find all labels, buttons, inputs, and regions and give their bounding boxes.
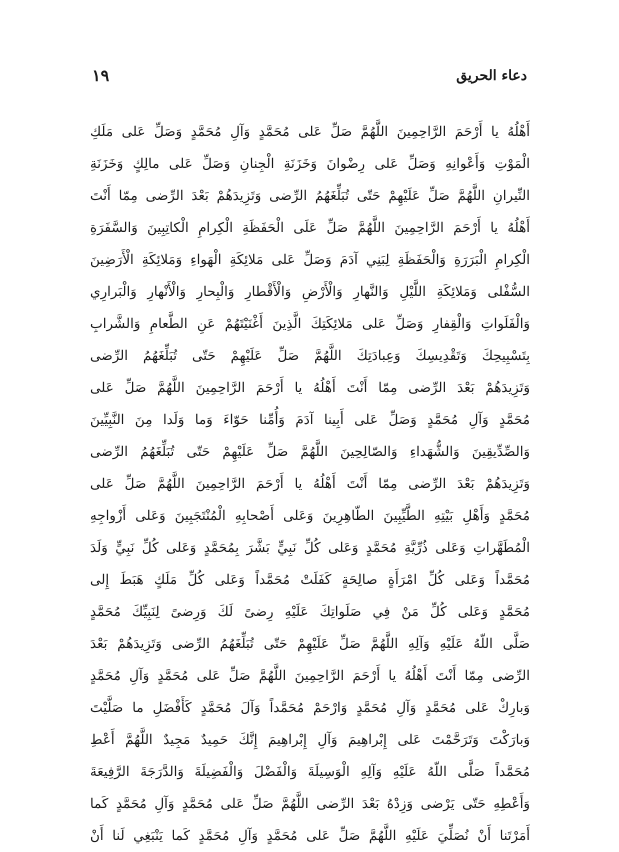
text-line: الْكِرامِ الْبَرَرَةِ وَالْحَفَظَةِ لِبَنِي آدَمَ وَصَلِّ عَلى مَلائِكَةِ الْهَواءِ وَمَلائِكَةِ الْأَرَضِينَ	[90, 252, 530, 268]
text-line: الرِّضى مِمّا أَنْتَ أَهْلُهُ يا أَرْحَمَ الرَّاحِمِينَ اللَّهُمَّ صَلِّ عَلى مُحَمَّدٍ وَآلِ مُحَمَّدٍ	[90, 668, 530, 684]
page-header	[92, 64, 527, 90]
text-line: النِّيرانِ اللَّهُمَّ صَلِّ عَلَيْهِمْ حَتّى تُبَلِّغَهُمُ الرِّضى وَتَزِيدَهُمْ بَعْدَ الرِّضى مِمّا أَنْتَ	[90, 188, 530, 204]
text-line: وَالْفَلَواتِ وَالْقِفارِ وَصَلِّ عَلى مَلائِكَتِكَ الَّذِينَ أَغْنَيْتَهُمْ عَنِ الطَّعامِ وَالشَّرابِ	[90, 316, 530, 332]
prayer-text-block	[90, 116, 530, 852]
running-title: دعاء الحريق	[456, 68, 527, 84]
text-line: وَالصِّدِّيقِينَ وَالشُّهَداءِ وَالصّالِحِينَ اللَّهُمَّ صَلِّ عَلَيْهِمْ حَتّى تُبَلِّغَهُمُ الرِّضى	[90, 444, 530, 460]
text-line: مُحَمَّدٍ وَآلِ مُحَمَّدٍ وَصَلِّ عَلى أَبِينا آدَمَ وَأُمِّنا حَوّاءَ وَما وَلَدا مِنَ النَّبِيِّينَ	[90, 412, 530, 428]
text-line: مُحَمَّداً وَعَلى كُلِّ امْرَأَةٍ صالِحَةٍ كَفَلَتْ مُحَمَّداً وَعَلى كُلِّ مَلَكٍ هَبَطَ إِلى	[90, 572, 530, 588]
text-line: السُّفْلى وَمَلائِكَةِ اللَّيْلِ وَالنَّهارِ وَالْأَرْضِ وَالْأَقْطارِ وَالْبِحارِ وَالْأَنْهارِ وَالْبَرارِي	[90, 284, 530, 300]
page-number: ١٩	[92, 66, 110, 85]
text-line: أَهْلُهُ يا أَرْحَمَ الرَّاحِمِينَ اللَّهُمَّ صَلِّ عَلى مُحَمَّدٍ وَآلِ مُحَمَّدٍ وَصَلِّ عَلى مَلَكِ	[90, 124, 530, 140]
text-line: وَبارَكْتَ وَتَرَحَّمْتَ عَلى إِبْراهِيمَ وَآلِ إِبْراهِيمَ إِنَّكَ حَمِيدٌ مَجِيدٌ اللَّهُمَّ أَعْطِ	[90, 732, 530, 748]
text-line: وَأَعْطِهِ حَتّى يَرْضى وَزِدْهُ بَعْدَ الرِّضى اللَّهُمَّ صَلِّ عَلى مُحَمَّدٍ وَآلِ مُحَمَّدٍ كَما	[90, 796, 530, 812]
text-line: أَمَرْتَنا أَنْ نُصَلِّيَ عَلَيْهِ اللَّهُمَّ صَلِّ عَلى مُحَمَّدٍ وَآلِ مُحَمَّدٍ كَما يَنْبَغِي لَنا أَنْ	[90, 828, 530, 844]
text-line: وَتَزِيدَهُمْ بَعْدَ الرِّضى مِمّا أَنْتَ أَهْلُهُ يا أَرْحَمَ الرَّاحِمِينَ اللَّهُمَّ صَلِّ عَلى	[90, 476, 530, 492]
text-line: مُحَمَّدٍ وَعَلى كُلِّ مَنْ فِي صَلَواتِكَ عَلَيْهِ رِضىً لَكَ وَرِضىً لِنَبِيِّكَ مُحَمَّدٍ	[90, 604, 530, 620]
text-line: وَتَزِيدَهُمْ بَعْدَ الرِّضى مِمّا أَنْتَ أَهْلُهُ يا أَرْحَمَ الرَّاحِمِينَ اللَّهُمَّ صَلِّ عَلى	[90, 380, 530, 396]
text-line: بِتَسْبِيحِكَ وَتَقْدِيسِكَ وَعِبادَتِكَ اللَّهُمَّ صَلِّ عَلَيْهِمْ حَتّى تُبَلِّغَهُمُ الرِّضى	[90, 348, 530, 364]
text-line: مُحَمَّداً صَلَّى اللّهُ عَلَيْهِ وَآلِهِ الْوَسِيلَةَ وَالْفَضْلَ وَالْفَضِيلَةَ وَالدَّرَجَةَ الرَّفِيعَةَ	[90, 764, 530, 780]
text-line: أَهْلُهُ يا أَرْحَمَ الرَّاحِمِينَ اللَّهُمَّ صَلِّ عَلَى الْحَفَظَةِ الْكِرامِ الْكاتِبِينَ وَالسَّفَرَةِ	[90, 220, 530, 236]
text-line: الْمَوْتِ وَأَعْوانِهِ وَصَلِّ عَلى رِضْوانَ وَخَزَنَةِ الْجِنانِ وَصَلِّ عَلى مالِكٍ وَخَزَنَةِ	[90, 156, 530, 172]
text-line: الْمُطَهَّراتِ وَعَلى ذُرِّيَّةِ مُحَمَّدٍ وَعَلى كُلِّ نَبِيٍّ بَشَّرَ بِمُحَمَّدٍ وَعَلى كُلِّ نَبِيٍّ وَلَدَ	[90, 540, 530, 556]
text-line: وَبارِكْ عَلى مُحَمَّدٍ وَآلِ مُحَمَّدٍ وَارْحَمْ مُحَمَّداً وَآلَ مُحَمَّدٍ كَأَفْضَلِ ما صَلَّيْتَ	[90, 700, 530, 716]
text-line: مُحَمَّدٍ وَأَهْلِ بَيْتِهِ الطَّيِّبِينَ الطّاهِرِينَ وَعَلى أَصْحابِهِ الْمُنْتَجَبِينَ وَعَلى أَزْواجِهِ	[90, 508, 530, 524]
text-line: صَلَّى اللّهُ عَلَيْهِ وَآلِهِ اللَّهُمَّ صَلِّ عَلَيْهِمْ حَتّى تُبَلِّغَهُمُ الرِّضى وَتَزِيدَهُمْ بَعْدَ	[90, 636, 530, 652]
